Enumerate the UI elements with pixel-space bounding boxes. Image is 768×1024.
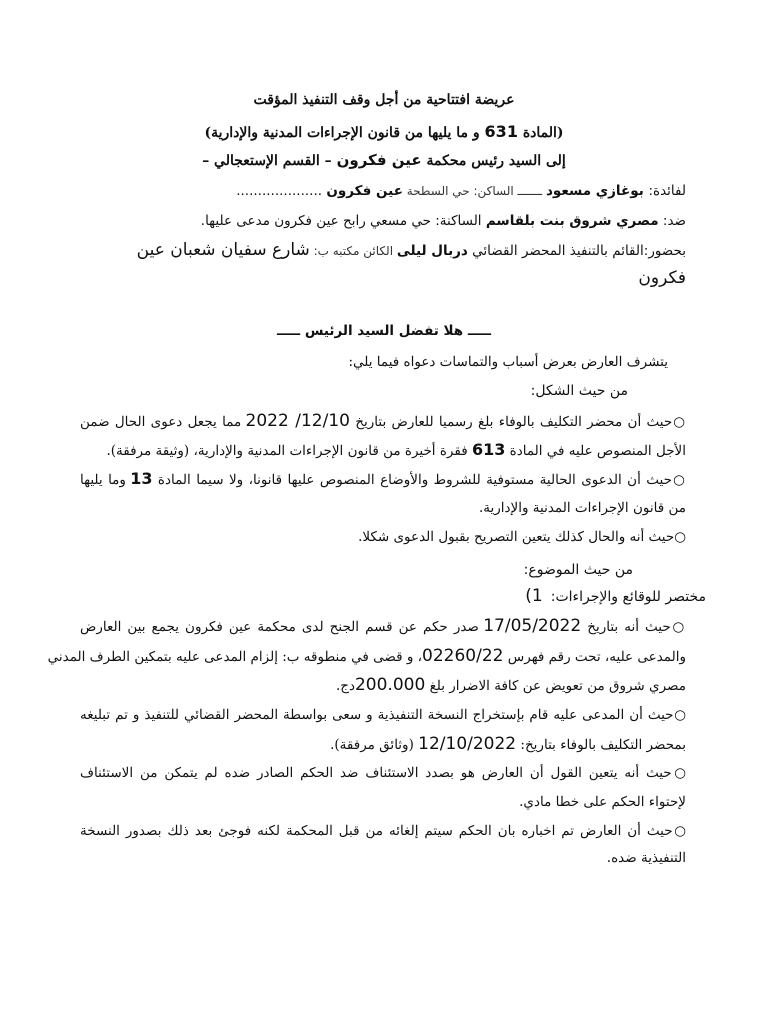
text: صدر حكم عن قسم الجنح لدى محكمة عين فكرون يجمع بين العارض	[80, 619, 484, 635]
plaintiff-line	[236, 182, 686, 199]
text: والمدعى عليه، تحت رقم فهرس	[503, 649, 686, 665]
subtitle-text-rest: و ما يليها من قانون الإجراءات المدنية والإدارية)	[204, 125, 485, 141]
text: ○حيث أن محضر التكليف بالوفاء بلغ رسميا للعارض بتاريخ	[349, 414, 687, 430]
form-point-2-line-2: من قانون الإجراءات المدنية والإدارية.	[478, 500, 686, 516]
text: (وثائق مرفقة).	[330, 737, 419, 753]
document-title: عريضة افتتاحية من أجل وقف التنفيذ المؤقت	[253, 92, 515, 108]
fact-1-line-1	[80, 618, 686, 635]
court-name: عين فكرون	[336, 151, 422, 169]
form-point-3: ○حيث أنه والحال كذلك يتعين التصريح بقبول الدعوى شكلا.	[358, 529, 686, 545]
text: وما يليها	[80, 472, 131, 488]
fact-3-line-2: لإحتواء الحكم على خطا مادي.	[519, 794, 686, 810]
facts-heading-number: 1)	[525, 586, 543, 606]
presence-line-2	[638, 270, 686, 287]
fact-4-line-1: ○حيث أن العارض تم اخباره بان الحكم سيتم إلغائه من قبل المحكمة لكنه فوجئ بعد ذلك بصدور النسخة	[80, 823, 686, 839]
addressee-suffix: – القسم الإستعجالي –	[202, 153, 337, 169]
text: دج.	[335, 678, 355, 694]
text: ○حيث أن الدعوى الحالية مستوفية للشروط والأوضاع المنصوص عليها قانونا، ولا سيما المادة	[152, 472, 686, 488]
form-point-2-line-1	[80, 471, 686, 488]
fact-2-line-1: ○حيث أن المدعى عليه قام بإستخراج النسخة التنفيذية و سعى بواسطة المحضر القضائي للتنفيذ و تم تبليغه	[80, 707, 686, 723]
index-number: 02260/22	[422, 646, 504, 666]
form-point-1-line-2	[106, 442, 686, 459]
fact-4-line-2: التنفيذية ضده.	[606, 850, 686, 866]
presence-role: القائم بالتنفيذ المحضر القضائي	[467, 243, 644, 259]
presence-office: الكائن مكتبه ب:	[309, 244, 397, 258]
facts-heading-text: مختصر للوقائع والإجراءات:	[550, 589, 706, 605]
text: مصري شروق من تعويض عن كافة الاضرار بلغ	[425, 678, 686, 694]
notice-date: 12/10/2022	[418, 734, 517, 754]
form-point-1-line-1	[80, 413, 686, 430]
plaintiff-address: ـــــــ الساكن: حي السطحة	[402, 184, 546, 198]
defendant-line	[201, 212, 686, 229]
bailiff-address-city: فكرون	[638, 268, 686, 288]
text: مما يجعل دعوى الحال ضمن	[80, 414, 246, 430]
bailiff-name: دربال ليلى	[396, 243, 468, 259]
greeting: ـــــ هلا تفضل السيد الرئيس ـــــ	[277, 323, 491, 339]
text: ○حيث أنه بتاريخ	[581, 619, 686, 635]
plaintiff-label: لفائدة:	[648, 183, 686, 199]
notice-date: 12/10/ 2022	[245, 411, 350, 431]
fact-1-line-3	[336, 677, 686, 694]
intro-text: يتشرف العارض بعرض أسباب والتماسات دعواه فيما يلي:	[348, 354, 668, 370]
subject-heading: من حيث الموضوع:	[523, 562, 633, 578]
plaintiff-dots: ....................	[236, 183, 327, 199]
plaintiff-city: عين فكرون	[326, 183, 403, 199]
presence-line	[137, 242, 686, 259]
article-number: 631	[484, 122, 518, 141]
article-number: 13	[130, 469, 153, 488]
defendant-address: الساكنة: حي مسعي رابح عين فكرون مدعى عليها.	[200, 213, 486, 229]
addressee-prefix: إلى السيد رئيس محكمة	[421, 153, 566, 169]
form-heading: من حيث الشكل:	[530, 383, 628, 399]
defendant-name: مصري شروق بنت بلقاسم	[485, 213, 659, 229]
fact-3-line-1: ○حيث أنه يتعين القول أن العارض هو بصدد الاستئناف ضد الحكم الصادر ضده لم يتمكن من الاستئناف	[80, 765, 686, 781]
text: ، و قضى في منطوقه ب: إلزام المدعى عليه بتمكين الطرف المدني	[47, 649, 423, 665]
text: فقرة أخيرة من قانون الإجراءات المدنية والإدارية، (وثيقة مرفقة).	[106, 443, 472, 459]
fact-1-line-2	[47, 646, 686, 666]
subtitle-text: (المادة	[517, 125, 564, 141]
compensation-amount: 200.000	[354, 675, 426, 695]
bailiff-address: شارع سفيان شعبان عين	[136, 240, 310, 260]
defendant-label: ضد:	[658, 213, 686, 229]
judgment-date: 17/05/2022	[483, 616, 582, 636]
addressee-line	[0, 153, 768, 168]
text: الأجل المنصوص عليه في المادة	[505, 443, 686, 459]
document-subtitle	[0, 124, 768, 140]
article-number: 613	[471, 440, 506, 459]
fact-2-line-2	[330, 736, 686, 753]
text: بمحضر التكليف بالوفاء بتاريخ:	[516, 737, 686, 753]
facts-heading	[525, 588, 706, 605]
presence-label: بحضور:	[643, 243, 686, 259]
plaintiff-name: بوغازي مسعود	[545, 183, 649, 199]
